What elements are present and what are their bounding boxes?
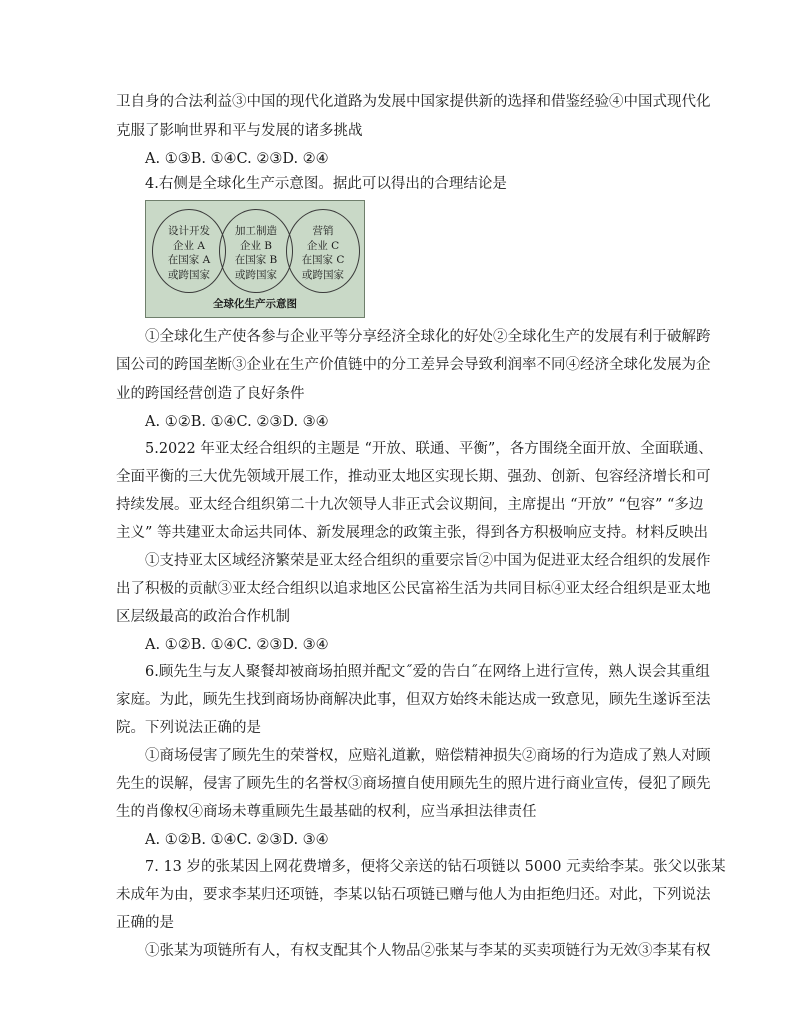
- text-line: 全面平衡的三大优先领域开展工作，推动亚太地区实现长期、强劲、创新、包容经济增长和可: [116, 469, 711, 485]
- circle-text: 加工制造: [235, 225, 277, 237]
- text-line: 卫自身的合法利益③中国的现代化道路为发展中国家提供新的选择和借鉴经验④中国式现代化: [116, 94, 711, 110]
- circle-design: [152, 209, 226, 293]
- circle-text: 企业 B: [239, 239, 273, 252]
- text-line: 家庭。为此，顾先生找到商场协商解决此事，但双方始终未能达成一致意见，顾先生遂诉至法: [116, 692, 711, 708]
- circle-text: 企业 C: [306, 239, 340, 252]
- circle-text: 或跨国家: [302, 268, 344, 281]
- circle-text: 营销: [312, 225, 334, 237]
- text-line: 主义” 等共建亚太命运共同体、新发展理念的政策主张，得到各方积极响应支持。材料反映出: [116, 525, 709, 541]
- text-line: 区层级最高的政治合作机制: [116, 609, 290, 625]
- globalization-diagram: [145, 200, 365, 318]
- circle-text: 在国家 A: [167, 254, 211, 266]
- text-line: 正确的是: [116, 915, 174, 931]
- question-5-stem: 5.2022 年亚太经合组织的主题是 “开放、联通、平衡”，各方围绕全面开放、全面联通、: [145, 441, 713, 457]
- question-6-stem: 6.顾先生与友人聚餐却被商场拍照并配文˝爱的告白˝在网络上进行宣传，熟人误会其重组: [145, 664, 710, 680]
- answer-options: A. ①②B. ①④C. ②③D. ③④: [145, 832, 329, 848]
- question-4-stem: 4.右侧是全球化生产示意图。据此可以得出的合理结论是: [145, 176, 507, 192]
- text-line: ①张某为项链所有人，有权支配其个人物品②张某与李某的买卖项链行为无效③李某有权: [145, 943, 711, 959]
- text-line: ①商场侵害了顾先生的荣誉权，应赔礼道歉，赔偿精神损失②商场的行为造成了熟人对顾: [145, 748, 711, 764]
- text-line: 未成年为由，要求李某归还项链，李某以钻石项链已赠与他人为由拒绝归还。对此，下列说法: [116, 887, 711, 903]
- question-7-stem: 7. 13 岁的张某因上网花费增多，便将父亲送的钻石项链以 5000 元卖给李某。张父以张某: [145, 859, 726, 875]
- answer-options: A. ①②B. ①④C. ②③D. ③④: [145, 637, 329, 653]
- diagram-caption: 全球化生产示意图: [213, 298, 297, 310]
- circle-manufacturing: [219, 209, 293, 293]
- text-line: 先生的误解，侵害了顾先生的名誉权③商场擅自使用顾先生的照片进行商业宣传，侵犯了顾先: [116, 776, 711, 792]
- text-line: 生的肖像权④商场未尊重顾先生最基础的权利，应当承担法律责任: [116, 804, 537, 820]
- circle-marketing: [286, 209, 360, 293]
- circle-text: 或跨国家: [168, 268, 210, 281]
- text-line: 业的跨国经营创造了良好条件: [116, 386, 305, 402]
- text-line: ①支持亚太区域经济繁荣是亚太经合组织的重要宗旨②中国为促进亚太经合组织的发展作: [145, 553, 711, 569]
- text-line: 持续发展。亚太经合组织第二十九次领导人非正式会议期间，主席提出 “开放” “包容” “多边: [116, 497, 704, 513]
- answer-options: A. ①②B. ①④C. ②③D. ③④: [145, 414, 329, 430]
- circle-text: 在国家 C: [301, 254, 345, 266]
- text-line: 克服了影响世界和平与发展的诸多挑战: [116, 123, 363, 139]
- circle-text: 设计开发: [168, 225, 210, 237]
- circle-text: 企业 A: [173, 239, 205, 252]
- text-line: 出了积极的贡献③亚太经合组织以追求地区公民富裕生活为共同目标④亚太经合组织是亚太地: [116, 581, 711, 597]
- circle-text: 在国家 B: [234, 254, 278, 266]
- answer-options: A. ①③B. ①④C. ②③D. ②④: [145, 151, 329, 167]
- text-line: 院。下列说法正确的是: [116, 720, 261, 736]
- text-line: ①全球化生产使各参与企业平等分享经济全球化的好处②全球化生产的发展有利于破解跨: [145, 329, 711, 345]
- circle-text: 或跨国家: [235, 268, 277, 281]
- text-line: 国公司的跨国垄断③企业在生产价值链中的分工差异会导致利润率不同④经济全球化发展为企: [116, 357, 711, 373]
